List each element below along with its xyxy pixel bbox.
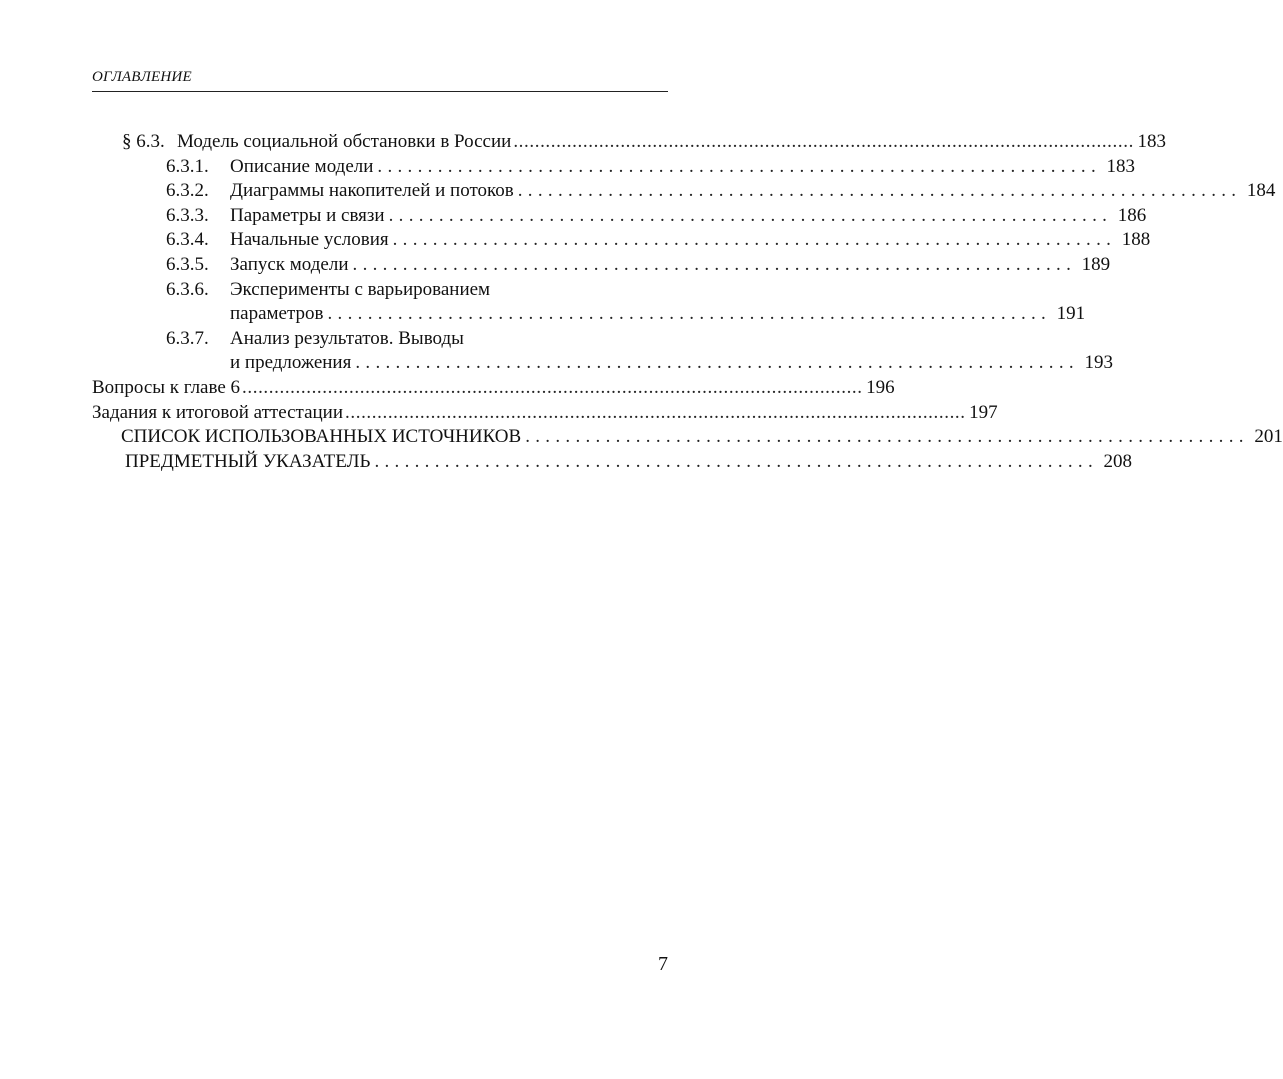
dot-leader: .................................................................................................................... — [513, 131, 1134, 152]
toc-section-number: § 6.3. — [122, 131, 165, 152]
dot-leader: ........................................................................ — [374, 450, 1099, 472]
dot-leader: ........................................................................ — [525, 426, 1249, 448]
toc-subsection-page: 188 — [1121, 229, 1151, 251]
toc-tasks-page: 197 — [969, 401, 998, 423]
dot-leader: .................................................................................................................... — [345, 401, 966, 423]
toc-section-page: 183 — [1137, 131, 1166, 152]
toc-subsection-page: 193 — [1084, 352, 1113, 374]
toc-subsection-number: 6.3.5. — [166, 253, 209, 275]
toc-subsection-number: 6.3.7. — [166, 327, 209, 349]
toc-subsection-6-3-7-continuation — [92, 351, 1113, 376]
dot-leader: .................................................................................................................... — [242, 376, 863, 398]
toc-subsection-title: Запуск модели — [230, 253, 349, 275]
toc-tasks-title: Задания к итоговой аттестации — [92, 401, 344, 423]
toc-questions-title: Вопросы к главе 6 — [92, 376, 241, 398]
dot-leader: ........................................................................ — [355, 352, 1079, 374]
toc-subsection-6-3-4 — [92, 228, 1151, 253]
toc-subsection-page: 191 — [1056, 303, 1086, 325]
toc-section-title: Модель социальной обстановки в России — [177, 131, 512, 152]
toc-index-title: ПРЕДМЕТНЫЙ УКАЗАТЕЛЬ — [125, 450, 371, 472]
toc-sources-page: 201 — [1254, 426, 1283, 448]
toc-questions — [92, 376, 895, 401]
dot-leader: ........................................................................ — [517, 180, 1242, 202]
toc-subsection-number: 6.3.3. — [166, 204, 209, 226]
toc-subsection-page: 184 — [1246, 180, 1276, 202]
page-number: 7 — [658, 953, 668, 975]
dot-leader: ........................................................................ — [327, 303, 1052, 325]
toc-subsection-6-3-1 — [92, 155, 1136, 180]
toc-subsection-title: Эксперименты с варьированием — [230, 278, 491, 300]
toc-subsection-6-3-5 — [92, 253, 1111, 278]
toc-subsection-number: 6.3.1. — [166, 155, 209, 177]
toc-subsection-title: Параметры и связи — [230, 204, 385, 226]
toc-questions-page: 196 — [866, 376, 895, 398]
dot-leader: ........................................................................ — [388, 204, 1113, 226]
toc-subsection-title-continuation: параметров — [230, 303, 324, 325]
toc-subsection-6-3-6-continuation — [92, 302, 1086, 327]
toc-index-page: 208 — [1103, 450, 1133, 472]
toc-subsection-number: 6.3.6. — [166, 278, 209, 300]
toc-subsection-6-3-2 — [92, 179, 1276, 204]
toc-subsection-title: Диаграммы накопителей и потоков — [230, 180, 514, 202]
table-of-contents — [92, 130, 1283, 474]
toc-tasks — [92, 401, 998, 426]
toc-subsection-number: 6.3.4. — [166, 229, 209, 251]
running-header — [92, 67, 668, 92]
toc-sources-title: СПИСОК ИСПОЛЬЗОВАННЫХ ИСТОЧНИКОВ — [121, 426, 522, 448]
toc-subsection-6-3-6 — [92, 278, 668, 303]
toc-subsection-page: 189 — [1081, 253, 1111, 275]
toc-index — [92, 450, 1133, 475]
toc-subsection-title: Анализ результатов. Выводы — [230, 327, 464, 349]
toc-subsection-title: Описание модели — [230, 155, 374, 177]
toc-subsection-6-3-7 — [92, 327, 668, 352]
toc-subsection-page: 183 — [1106, 155, 1136, 177]
toc-subsection-title: Начальные условия — [230, 229, 389, 251]
toc-section-6-3 — [92, 130, 1166, 155]
dot-leader: ........................................................................ — [392, 229, 1117, 251]
toc-subsection-page: 186 — [1117, 204, 1147, 226]
toc-sources — [92, 425, 1283, 450]
dot-leader: ........................................................................ — [352, 253, 1077, 275]
toc-subsection-number: 6.3.2. — [166, 180, 209, 202]
toc-subsection-6-3-3 — [92, 204, 1147, 229]
dot-leader: ........................................................................ — [377, 155, 1102, 177]
header-title: ОГЛАВЛЕНИЕ — [92, 69, 192, 85]
toc-subsection-title-continuation: и предложения — [230, 352, 352, 374]
